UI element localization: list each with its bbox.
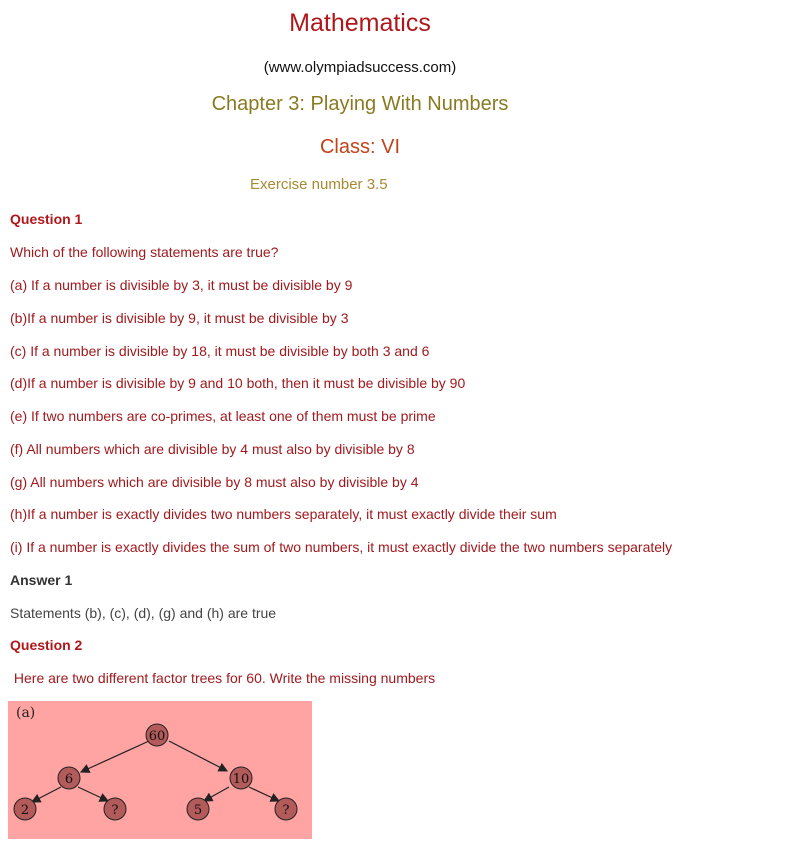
node-lr-label: ?: [111, 803, 119, 818]
page-title: Mathematics: [289, 9, 431, 37]
option-b: (b)If a number is divisible by 9, it must be divisible by 3: [10, 310, 349, 326]
question-2-prompt: Here are two different factor trees for 60. Write the missing numbers: [10, 670, 436, 686]
node-rl-label: 5: [193, 803, 203, 818]
node-lr: [104, 798, 126, 820]
node-root: [146, 724, 168, 746]
answer-1-text: Statements (b), (c), (d), (g) and (h) are true: [10, 605, 277, 621]
factor-tree-label: (a): [16, 705, 36, 721]
option-i: (i) If a number is exactly divides the sum of two numbers, it must exactly divide the two numbers separately: [10, 539, 673, 555]
edge-root-left: [81, 741, 149, 772]
website-url: (www.olympiadsuccess.com): [263, 59, 457, 76]
option-h: (h)If a number is exactly divides two numbers separately, it must exactly divide their sum: [10, 506, 557, 522]
factor-tree-figure: [8, 701, 312, 839]
node-ll-label: 2: [20, 803, 30, 818]
factor-tree-diagram: [8, 701, 312, 839]
node-rr-label: ?: [282, 803, 290, 818]
option-c: (c) If a number is divisible by 18, it must be divisible by both 3 and 6: [10, 343, 430, 359]
edge-right-rl: [204, 787, 229, 801]
node-root-label: 60: [148, 729, 166, 744]
option-g: (g) All numbers which are divisible by 8 must also by divisible by 4: [10, 474, 419, 490]
edge-right-rr: [249, 787, 279, 801]
answer-1-heading: Answer 1: [10, 572, 73, 588]
node-ll: [14, 798, 36, 820]
node-right-label: 10: [232, 772, 250, 787]
question-1-prompt: Which of the following statements are true?: [10, 244, 279, 260]
node-right: [230, 767, 252, 789]
question-1-heading: Question 1: [10, 211, 83, 227]
node-left: [58, 767, 80, 789]
node-rl: [187, 798, 209, 820]
node-rr: [275, 798, 297, 820]
exercise-number: Exercise number 3.5: [250, 176, 388, 193]
option-a: (a) If a number is divisible by 3, it must be divisible by 9: [10, 277, 353, 293]
class-label: Class: VI: [319, 136, 401, 158]
node-left-label: 6: [64, 772, 74, 787]
option-f: (f) All numbers which are divisible by 4 must also by divisible by 8: [10, 441, 415, 457]
question-2-heading: Question 2: [10, 637, 83, 653]
option-e: (e) If two numbers are co-primes, at least one of them must be prime: [10, 408, 436, 424]
edge-left-lr: [78, 787, 108, 801]
chapter-title: Chapter 3: Playing With Numbers: [211, 93, 509, 115]
edge-root-right: [169, 741, 227, 771]
option-d: (d)If a number is divisible by 9 and 10 both, then it must be divisible by 90: [10, 375, 466, 391]
edge-left-ll: [32, 787, 61, 802]
